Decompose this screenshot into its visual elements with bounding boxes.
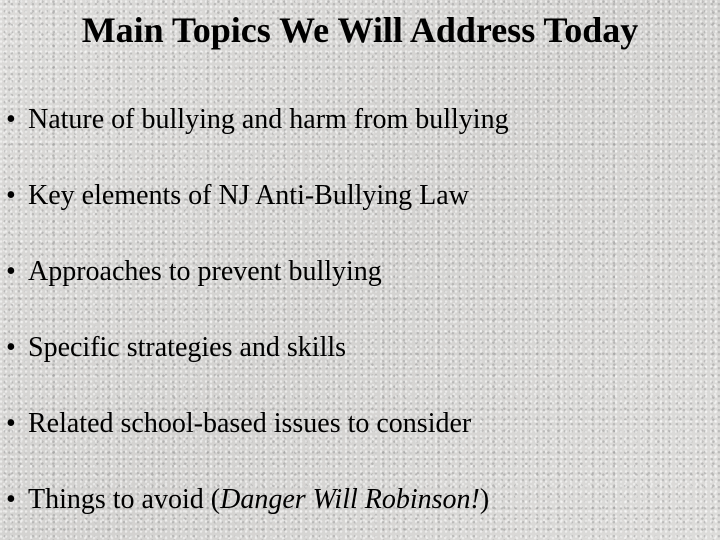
bullet-icon: • — [6, 332, 16, 363]
topic-text: Specific strategies and skills — [28, 332, 347, 363]
topic-text: Things to avoid ( — [28, 484, 221, 515]
bullet-icon: • — [6, 104, 16, 135]
topic-item-school-issues — [6, 406, 509, 442]
topic-text: Related school-based issues to consider — [28, 408, 472, 439]
topic-item-prevention — [6, 254, 509, 290]
topic-item-strategies — [6, 330, 509, 366]
topic-item-law — [6, 178, 509, 214]
topic-text-suffix: ) — [479, 484, 490, 515]
bullet-icon: • — [6, 408, 16, 439]
topic-item-things-to-avoid — [6, 482, 509, 518]
bullet-icon: • — [6, 256, 16, 287]
bullet-icon: • — [6, 484, 16, 515]
topic-list — [6, 102, 509, 518]
topic-text-italic: Danger Will Robinson! — [220, 484, 480, 515]
slide-title: Main Topics We Will Address Today — [81, 10, 639, 50]
topic-text: Nature of bullying and harm from bullying — [28, 104, 509, 135]
topic-item-nature — [6, 102, 509, 138]
topic-text: Key elements of NJ Anti-Bullying Law — [28, 180, 469, 211]
bullet-icon: • — [6, 180, 16, 211]
topic-text: Approaches to prevent bullying — [28, 256, 382, 287]
